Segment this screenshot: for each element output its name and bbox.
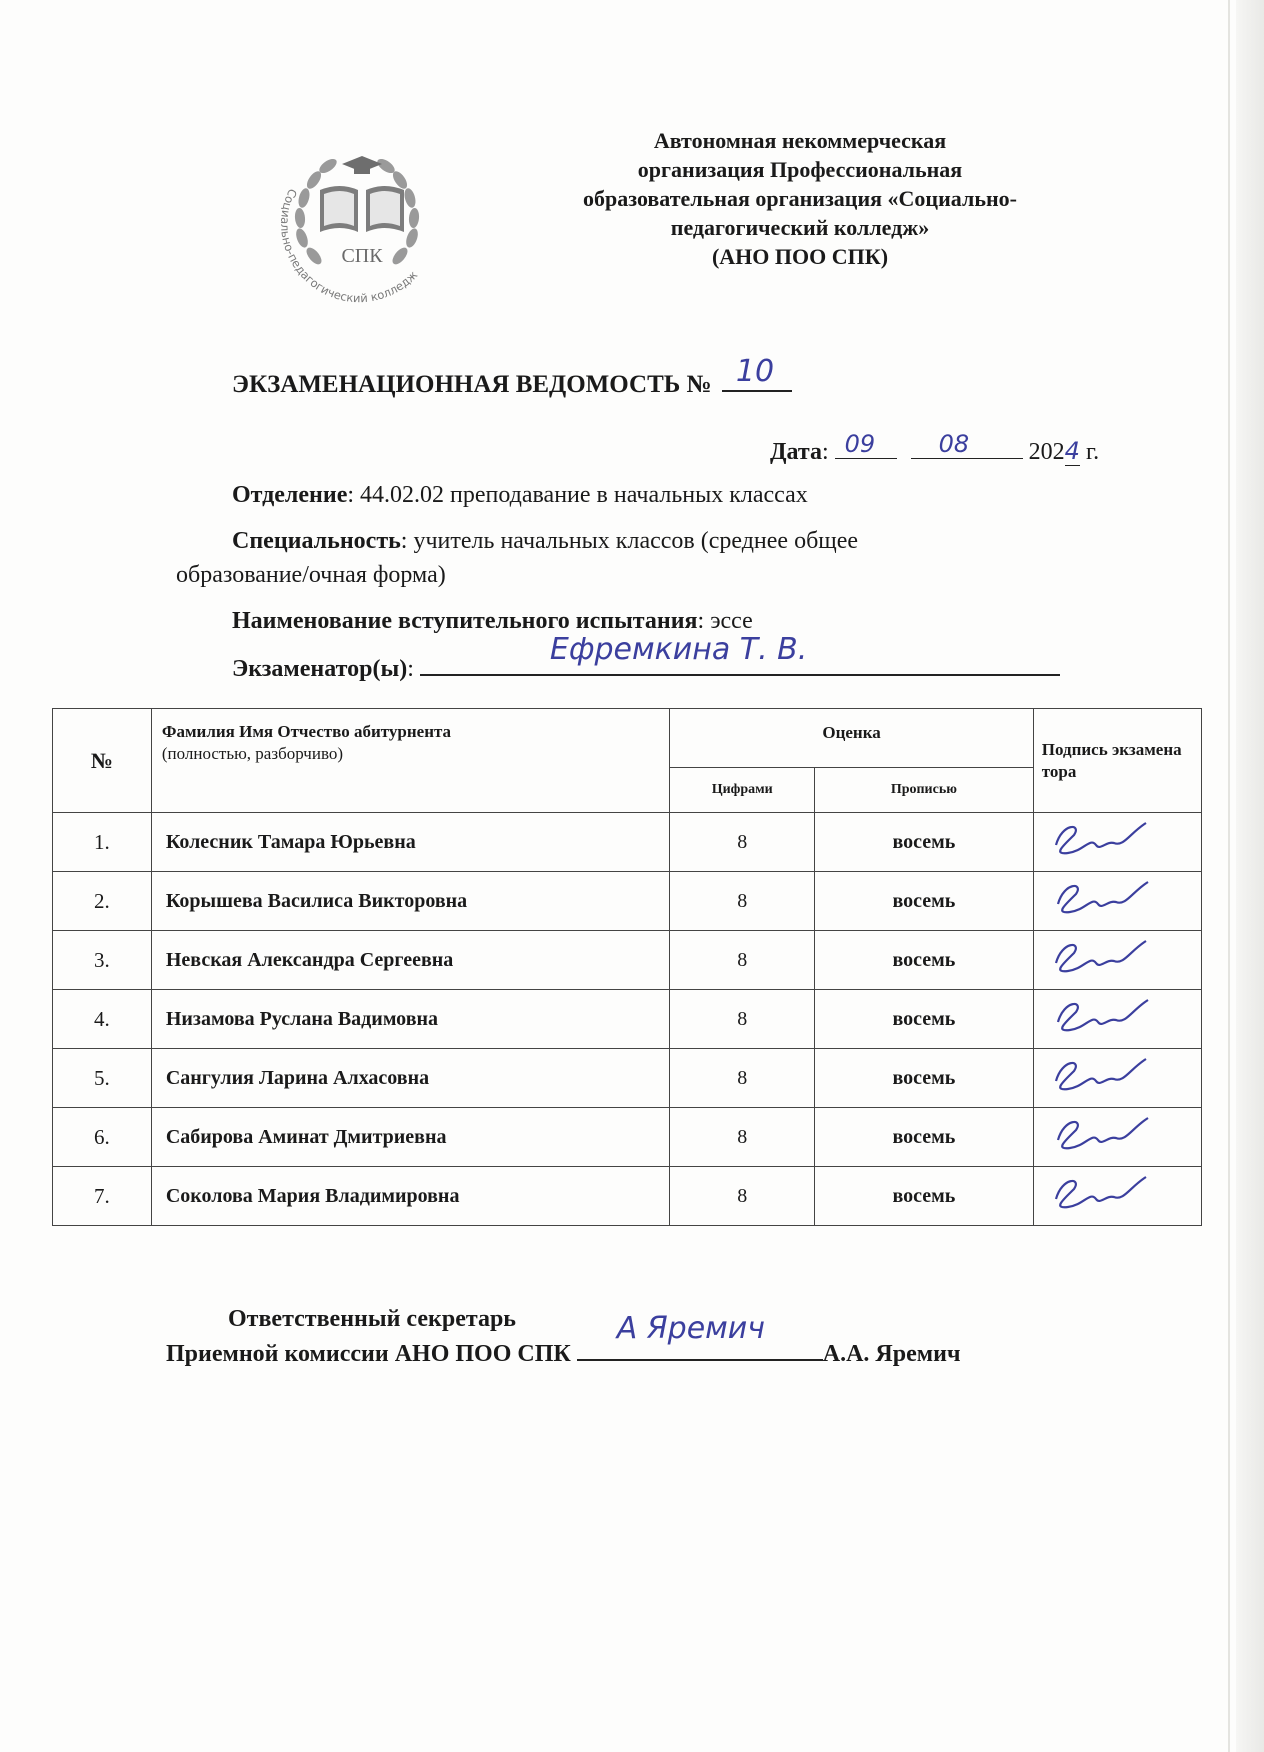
table-row <box>53 1167 1202 1226</box>
org-line-1: Автономная некоммерческая <box>653 128 947 153</box>
examiner-signature-mark <box>1034 1051 1174 1101</box>
department-value: 44.02.02 преподавание в начальных классах <box>360 482 808 508</box>
title-number-blank <box>722 354 792 392</box>
department-label: Отделение <box>232 482 348 508</box>
secretary-signature: А Яремич <box>616 1311 766 1346</box>
header-words: Прописью <box>815 768 1034 813</box>
header-grade: Оценка <box>670 709 1033 768</box>
date-month: 08 <box>938 430 970 458</box>
table-row <box>53 813 1202 872</box>
logo-ring-text: Социально-педагогический колледж <box>278 186 421 306</box>
row-signature <box>1033 931 1201 990</box>
row-num: 6. <box>53 1108 152 1167</box>
date-day: 09 <box>844 430 876 458</box>
header-name-line-1: Фамилия Имя Отчество абитурнента <box>161 722 452 741</box>
row-name: Низамова Руслана Вадимовна <box>151 990 670 1049</box>
row-words: восемь <box>815 990 1034 1049</box>
department-line: Отделение: 44.02.02 преподавание в начальных классах <box>232 482 808 508</box>
organization-header <box>520 126 1080 271</box>
row-digits: 8 <box>670 931 815 990</box>
row-name: Корышева Василиса Викторовна <box>151 872 670 931</box>
logo-text: СПК <box>341 245 383 267</box>
row-signature <box>1033 1167 1201 1226</box>
header-num: № <box>53 709 152 813</box>
row-name: Сангулия Ларина Алхасовна <box>151 1049 670 1108</box>
row-signature <box>1033 1108 1201 1167</box>
row-name: Сабирова Аминат Дмитриевна <box>151 1108 670 1167</box>
header-name-line-2: (полностью, разборчиво) <box>161 744 344 763</box>
date-year-digit: 4 <box>1064 437 1080 465</box>
college-logo <box>262 128 452 318</box>
secretary-line-1: Ответственный секретарь <box>228 1306 516 1332</box>
specialty-value-2: образование/очная форма) <box>176 562 446 588</box>
row-words: восемь <box>815 931 1034 990</box>
title-number: 10 <box>735 354 775 389</box>
table-header-row <box>53 709 1202 768</box>
examiner-signature-mark <box>1034 874 1174 924</box>
secretary-title: Приемной комиссии АНО ПОО СПК <box>166 1341 571 1367</box>
date-line: Дата: 09 08 2024 г. <box>770 430 1100 465</box>
table-row <box>53 1108 1202 1167</box>
row-digits: 8 <box>670 990 815 1049</box>
row-num: 1. <box>53 813 152 872</box>
examiner-line: Экзаменатор(ы): Ефремкина Т. В. <box>232 650 1060 683</box>
row-words: восемь <box>815 1167 1034 1226</box>
row-words: восемь <box>815 872 1034 931</box>
secretary-signature-blank <box>577 1311 823 1361</box>
row-name: Невская Александра Сергеевна <box>151 931 670 990</box>
row-name: Соколова Мария Владимировна <box>151 1167 670 1226</box>
header-name <box>151 709 670 813</box>
examiner-signature-mark <box>1034 933 1174 983</box>
table-row <box>53 872 1202 931</box>
page-edge <box>1236 0 1264 1752</box>
examiner-signature-mark <box>1034 815 1174 865</box>
row-signature <box>1033 872 1201 931</box>
examiner-signature: Ефремкина Т. В. <box>549 632 808 667</box>
row-num: 3. <box>53 931 152 990</box>
header-digits: Цифрами <box>670 768 815 813</box>
page-edge-line <box>1228 0 1230 1752</box>
row-digits: 8 <box>670 1108 815 1167</box>
specialty-value-1: учитель начальных классов (среднее общее <box>413 528 859 554</box>
row-num: 5. <box>53 1049 152 1108</box>
title-text: ЭКЗАМЕНАЦИОННАЯ ВЕДОМОСТЬ № <box>232 371 712 398</box>
row-name: Колесник Тамара Юрьевна <box>151 813 670 872</box>
row-signature <box>1033 813 1201 872</box>
date-label: Дата <box>770 439 822 465</box>
row-num: 2. <box>53 872 152 931</box>
table-row <box>53 990 1202 1049</box>
examiner-signature-mark <box>1034 992 1174 1042</box>
grades-table <box>52 708 1202 1226</box>
examiner-signature-mark <box>1034 1110 1174 1160</box>
examiner-label: Экзаменатор(ы) <box>232 656 408 682</box>
org-line-3: образовательная организация «Социально- <box>583 186 1017 211</box>
examiner-signature-mark <box>1034 1169 1174 1219</box>
row-digits: 8 <box>670 1167 815 1226</box>
date-day-blank <box>835 430 897 459</box>
row-words: восемь <box>815 813 1034 872</box>
org-line-2: организация Профессиональная <box>637 157 963 182</box>
date-month-blank <box>911 430 1023 459</box>
table-row <box>53 1049 1202 1108</box>
exam-name-value: эссе <box>710 608 753 634</box>
org-line-4: педагогический колледж» <box>670 215 930 240</box>
row-words: восемь <box>815 1049 1034 1108</box>
secretary-block <box>166 1304 961 1370</box>
date-suffix: г. <box>1085 439 1100 465</box>
row-num: 7. <box>53 1167 152 1226</box>
row-words: восемь <box>815 1108 1034 1167</box>
specialty-label: Специальность <box>232 528 401 554</box>
row-num: 4. <box>53 990 152 1049</box>
table-row <box>53 931 1202 990</box>
specialty-line: Специальность: учитель начальных классов (среднее общее <box>232 528 859 554</box>
exam-name-line: Наименование вступительного испытания: эссе <box>232 608 753 634</box>
row-digits: 8 <box>670 872 815 931</box>
row-digits: 8 <box>670 1049 815 1108</box>
date-year-prefix: 202 <box>1028 439 1065 465</box>
org-line-5: (АНО ПОО СПК) <box>711 244 889 269</box>
row-signature <box>1033 990 1201 1049</box>
row-signature <box>1033 1049 1201 1108</box>
document-title <box>232 354 792 399</box>
exam-name-label: Наименование вступительного испытания <box>232 608 698 634</box>
row-digits: 8 <box>670 813 815 872</box>
secretary-name: А.А. Яремич <box>822 1341 961 1367</box>
header-signature: Подпись экзамена тора <box>1033 709 1201 813</box>
specialty-line-2 <box>176 562 446 589</box>
